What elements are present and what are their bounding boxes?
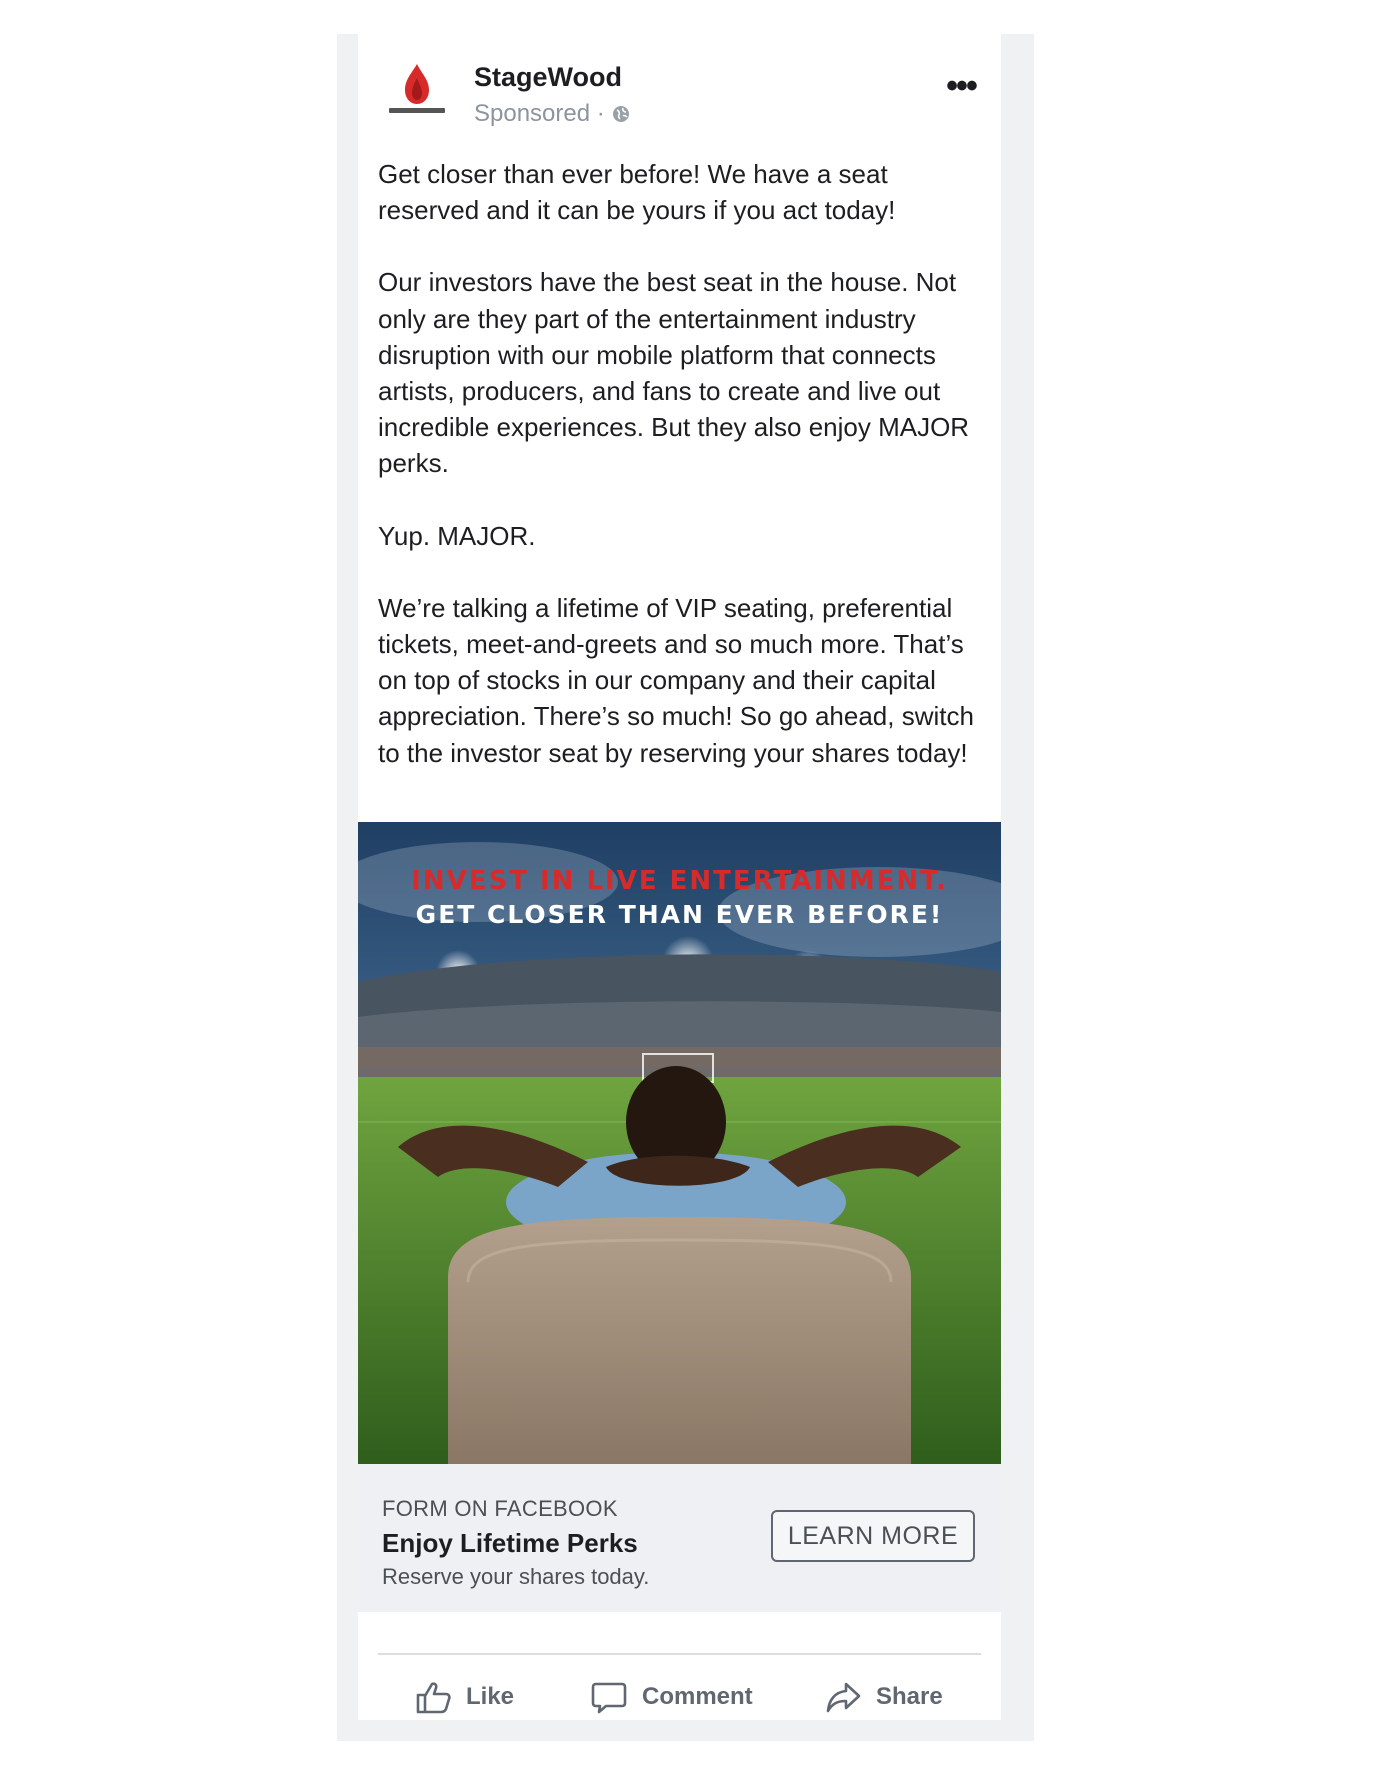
share-button[interactable] <box>824 1674 943 1720</box>
page-avatar[interactable] <box>385 60 449 120</box>
ad-image[interactable] <box>358 822 1001 1464</box>
sponsored-post <box>358 34 1001 1720</box>
like-label: Like <box>466 1683 515 1710</box>
post-paragraph: Our investors have the best seat in the house. Not only are they part of the entertainment industry disruption with our mobile platform that connects artists, producers, and fans to create and live out incredible experiences. But they also enjoy MAJOR perks. <box>378 267 970 479</box>
share-label: Share <box>876 1683 943 1710</box>
post-meta <box>474 100 631 128</box>
post-paragraph: Get closer than ever before! We have a seat reserved and it can be yours if you act today! <box>378 159 896 226</box>
thumbs-up-icon <box>414 1678 452 1716</box>
cta-description: Reserve your shares today. <box>382 1564 650 1589</box>
cta-source: FORM ON FACEBOOK <box>382 1496 618 1521</box>
flame-logo-icon <box>385 60 449 120</box>
hero-subheadline: GET CLOSER THAN EVER BEFORE! <box>415 900 944 929</box>
share-arrow-icon <box>824 1678 862 1716</box>
cta-bar[interactable] <box>358 1464 1001 1612</box>
page-name[interactable]: StageWood <box>474 62 622 92</box>
post-paragraph: We’re talking a lifetime of VIP seating, preferential tickets, meet-and-greets and so much more. That’s on top of stocks in our company and their capital appreciation. There’s so much! So go ahead, switch to the investor seat by reserving your shares today! <box>378 592 974 768</box>
comment-button[interactable] <box>590 1674 753 1720</box>
cta-title[interactable]: Enjoy Lifetime Perks <box>382 1528 638 1558</box>
like-button[interactable] <box>414 1674 514 1720</box>
more-options-icon[interactable]: ••• <box>946 67 976 105</box>
post-header <box>358 34 1001 144</box>
globe-icon <box>611 104 631 124</box>
hero-headline: INVEST IN LIVE ENTERTAINMENT. <box>411 866 948 896</box>
sponsored-label: Sponsored · <box>474 100 605 127</box>
learn-more-button[interactable]: LEARN MORE <box>771 1510 975 1562</box>
post-body <box>378 156 988 807</box>
comment-bubble-icon <box>590 1678 628 1716</box>
post-actions <box>358 1674 1001 1720</box>
comment-label: Comment <box>642 1683 753 1710</box>
actions-divider <box>378 1653 981 1655</box>
post-paragraph: Yup. MAJOR. <box>378 520 536 551</box>
